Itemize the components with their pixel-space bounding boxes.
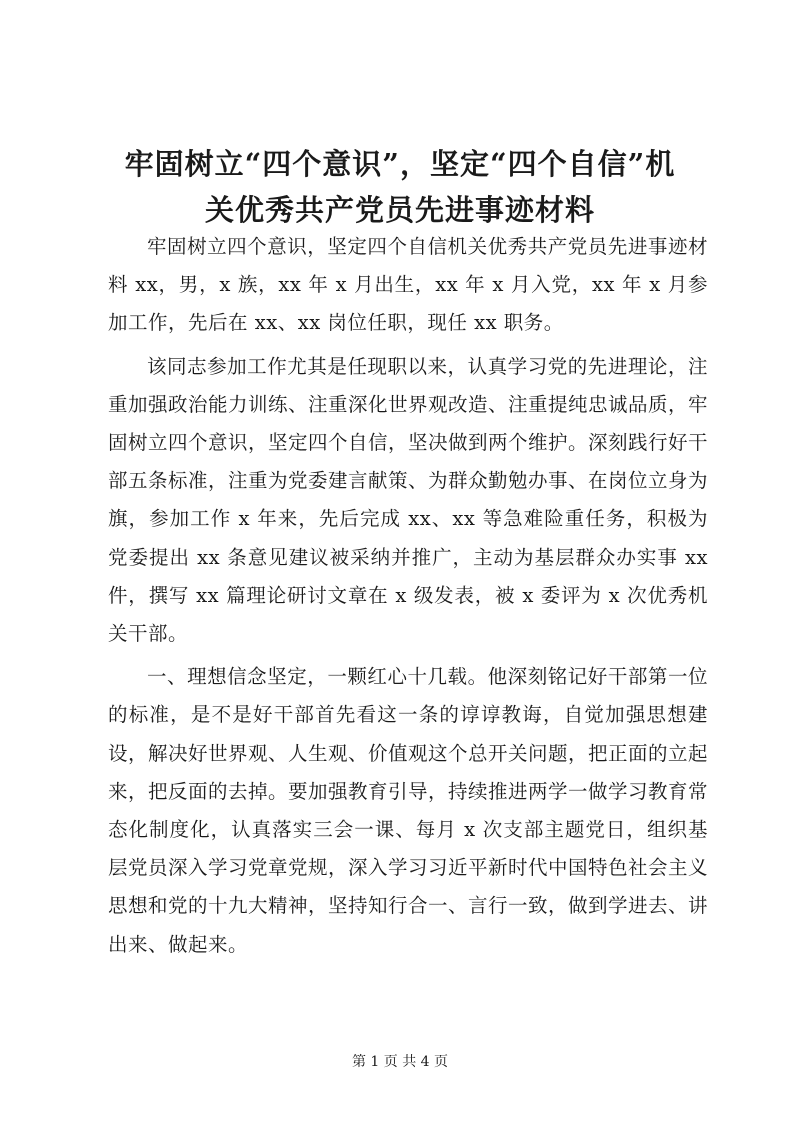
document-body (108, 228, 708, 969)
document-title (80, 141, 720, 233)
paragraph-summary: 该同志参加工作尤其是任现职以来，认真学习党的先进理论，注重加强政治能力训练、注重深化世界观改造、注重提纯忠诚品质，牢固树立四个意识，坚定四个自信，坚决做到两个维护。深刻践行好干部五条标准，注重为党委建言献策、为群众勤勉办事、在岗位立身为旗，参加工作 x 年来，先后完成 xx、xx 等急难险重任务，积极为党委提出 xx 条意见建议被采纳并推广，主动为基层群众办实事 xx 件，撰写 xx 篇理论研讨文章在 x 级发表，被 x 委评为 x 次优秀机关干部。 (108, 354, 709, 646)
page-footer: 第 1 页 共 4 页 (351, 1054, 449, 1070)
paragraph-section-1: 一、理想信念坚定，一颗红心十几载。他深刻铭记好干部第一位的标准，是不是好干部首先看这一条的谆谆教诲，自觉加强思想建设，解决好世界观、人生观、价值观这个总开关问题，把正面的立起来，把反面的去掉。要加强教育引导，持续推进两学一做学习教育常态化制度化，认真落实三会一课、每月 x 次支部主题党日，组织基层党员深入学习党章党规，深入学习习近平新时代中国特色社会主义思想和党的十九大精神，坚持知行合一、言行一致，做到学进去、讲出来、做起来。 (108, 665, 709, 956)
title-line-1: 牢固树立“四个意识”，坚定“四个自信”机 (124, 147, 676, 181)
title-line-2: 关优秀共产党员先进事迹材料 (204, 193, 595, 227)
paragraph-intro: 牢固树立四个意识，坚定四个自信机关优秀共产党员先进事迹材料 xx，男，x 族，xx 年 x 月出生，xx 年 x 月入党，xx 年 x 月参加工作，先后在 xx、xx 岗位任职，现任 xx 职务。 (108, 235, 708, 335)
